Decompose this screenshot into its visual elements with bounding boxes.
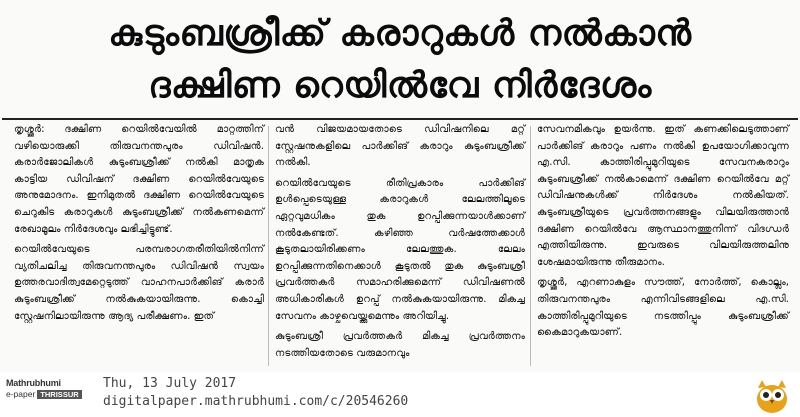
paragraph: റെയിൽവേയുടെ രീതിപ്രകാരം പാർക്കിങ് ഉൾപ്പെടെയുള്ള കരാറുകൾ ലേലത്തിലൂടെ ഏറ്റവുമധികം തുക ഉറപ്പിക്കുന്നയാൾക്കാണ് നൽകേണ്ടത്. കഴിഞ്ഞ വർഷത്തേക്കാൾ കൂടുതലായിരിക്കണം ലേലത്തുക. ലേലം ഉറപ്പിക്കുന്നതിനെക്കാൾ കൂടുതൽ തുക കുടുംബശ്രീ പ്രവർത്തകർ സമാഹരിക്കുമെന്ന് ഡിവിഷണൽ അധികാരികൾ ഉറപ്പ് നൽകുകയായിരുന്നു. മികച്ച സേവനം കാഴ്ചവെയ്ക്കുമെന്നും അറിയിച്ചു. [275,177,525,322]
column-divider [268,126,269,366]
paragraph: തൃശ്ശൂർ, എറണാകുളം സൗത്ത്, നോർത്ത്, കൊല്ലം, തിരുവനന്തപുരം എന്നിവിടങ്ങളിലെ എ.സി. കാത്തിരിപ്പുമുറിയുടെ നടത്തിപ്പും കുടുംബശ്രീക്ക് കൈമാറുകയാണ്. [537,277,789,339]
epaper-footer [0,372,800,417]
source-url[interactable]: digitalpaper.mathrubhumi.com/c/20546260 [103,394,409,409]
paragraph: കുടുംബശ്രീ പ്രവർത്തകർ മികച്ച പ്രവർത്തനം നടത്തിയതോടെ വരുമാനവും [275,331,525,359]
headline-line-2: ദക്ഷിണ റെയിൽവേ നിർദേശം [148,65,652,106]
logo-edition: THRISSUR [37,390,81,399]
headline-line-1: കുടുംബശ്രീക്ക് കരാറുകൾ നൽകാൻ [108,13,692,54]
paragraph: തൃശ്ശൂർ: ദക്ഷിണ റെയിൽവേയിൽ മാറ്റത്തിന് വഴിയൊരുക്കി തിരുവനന്തപുരം ഡിവിഷൻ. കരാർജോലികൾ കുടുംബശ്രീക്ക് നൽകി മാതൃക കാട്ടിയ ഡിവിഷന് ദക്ഷിണ റെയിൽവേയുടെ അനുമോദനം. ഇനിമുതൽ ദക്ഷിണ റെയിൽവേയുടെ ചെറുകിട കരാറുകൾ കുടുംബശ്രീക്ക് നൽകണമെന്ന് രേഖാമൂലം നിർദേശവും ലഭിച്ചിട്ടുണ്ട്. [14,124,264,235]
headline-rule [2,118,798,120]
paragraph: റെയിൽവേയുടെ പരമ്പരാഗതരീതിയിൽനിന്ന് വ്യതിചലിച്ച തിരുവനന്തപുരം ഡിവിഷൻ സ്വയം ഉത്തരവാദിത്വമേറ്റെടുത്ത് വാഹനപാർക്കിങ് കരാർ കുടുംബശ്രീക്ക് നൽകുകയായിരുന്നു. കൊച്ചി സ്റ്റേഷനിലായിരുന്നു ആദ്യ പരീക്ഷണം. ഇത് [14,244,264,322]
logo-epaper-text: e-paper [6,389,36,399]
column-divider [530,126,531,366]
logo-subtitle [6,389,101,399]
article-column-2 [275,122,525,366]
logo-brand: Mathrubhumi [6,378,61,388]
publication-date: Thu, 13 July 2017 [103,376,237,391]
paragraph: സേവനമികവും ഉയർന്നു. ഇത് കണക്കിലെടുത്താണ് പാർക്കിങ് കരാറും പണം നൽകി ഉപയോഗിക്കാവുന്ന എ.സി. കാത്തിരിപ്പുമുറിയുടെ സേവനകരാറും കുടുംബശ്രീക്ക് നൽകാമെന്ന് ദക്ഷിണ റെയിൽവേ മറ്റ് ഡിവിഷനുകൾക്ക് നിർദേശം നൽകിയത്. കുടുംബശ്രീയുടെ പ്രവർത്തനങ്ങളും വിലയിരുത്താൻ ദക്ഷിണ റെയിൽവേ ആസ്ഥാനത്തുനിന്ന് വിദഗ്ധർ എത്തിയിരുന്നു. ഇവരുടെ വിലയിരുത്തലിനു ശേഷമായിരുന്നു തീരുമാനം. [537,124,789,268]
article-column-3 [537,122,789,346]
article-column-1 [14,122,264,329]
mathrubhumi-epaper-logo[interactable] [6,378,101,414]
paragraph: വൻ വിജയമായതോടെ ഡിവിഷനിലെ മറ്റ് സ്റ്റേഷനുകളിലെ പാർക്കിങ് കരാറും കുടുംബശ്രീക്ക് നൽകി. [275,124,525,169]
owl-icon [752,380,792,414]
